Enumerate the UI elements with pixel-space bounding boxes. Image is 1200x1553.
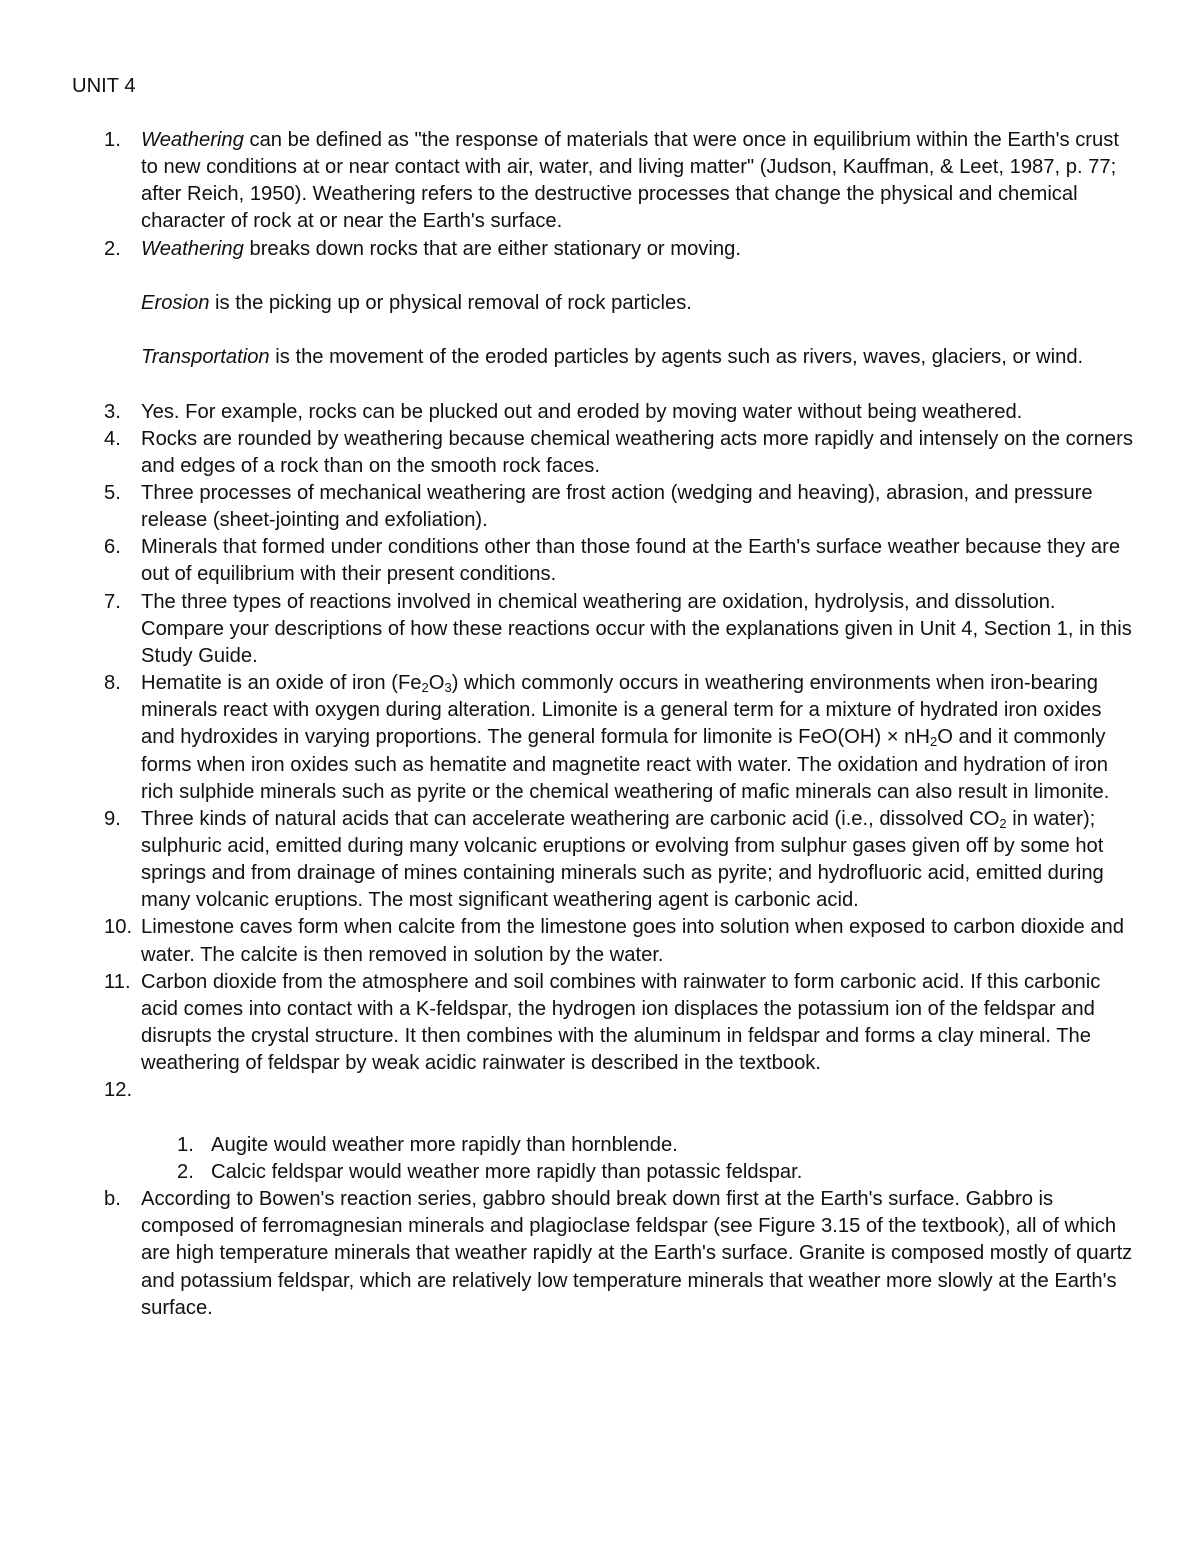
answer-list	[0, 127, 1200, 1322]
item-number: 3.	[104, 400, 121, 423]
item-number: 5.	[104, 481, 121, 504]
list-item	[0, 534, 1136, 588]
paragraph-text: is the movement of the eroded particles by agents such as rivers, waves, glaciers, or wind.	[269, 346, 1084, 369]
item-text: Carbon dioxide from the atmosphere and soil combines with rainwater to form carbonic acid. If this carbonic acid comes into contact with a K-feldspar, the hydrogen ion displaces the potassium ion of the feldspar and disrupts the crystal structure. It then combines with the aluminum in feldspar and forms a clay mineral. The weathering of feldspar by weak acidic rainwater is described in the textbook.	[141, 970, 1101, 1075]
list-item	[0, 969, 1136, 1078]
item-text: in water); sulphuric acid, emitted during many volcanic eruptions or evolving from sulphur gases given off by some hot springs and from drainage of mines containing minerals such as pyrite; and hydrofluoric acid, emitted during many volcanic eruptions. The most significant weathering agent is carbonic acid.	[141, 807, 1104, 912]
list-item	[0, 589, 1136, 670]
item-text: Hematite is an oxide of iron (Fe	[141, 672, 422, 695]
list-item	[0, 480, 1136, 534]
term: Transportation	[141, 346, 270, 369]
sub-item-number: 1.	[177, 1133, 194, 1156]
item-number: 9.	[104, 807, 121, 830]
sub-item-text: Calcic feldspar would weather more rapidly than potassic feldspar.	[211, 1160, 803, 1183]
item-text: Three processes of mechanical weathering are frost action (wedging and heaving), abrasion, and pressure release (sheet-jointing and exfoliation).	[141, 481, 1093, 532]
item-number: 10.	[104, 916, 133, 939]
list-item	[0, 1077, 1136, 1104]
subscript: 2	[999, 815, 1007, 831]
list-item	[0, 1186, 1136, 1322]
item-text: Rocks are rounded by weathering because chemical weathering acts more rapidly and intensely on the corners and edges of a rock than on the smooth rock faces.	[141, 427, 1133, 477]
item-text: breaks down rocks that are either stationary or moving.	[243, 237, 741, 260]
item-text: O	[428, 672, 445, 695]
item-text: According to Bowen's reaction series, gabbro should break down first at the Earth's surface. Gabbro is composed of ferromagnesian minerals and plagioclase feldspar (see Figure 3.15 of the textbook), all of which are high temperature minerals that weather rapidly at the Earth's surface. Granite is composed mostly of quartz and potassium feldspar, which are relatively low temperature minerals that weather more slowly at the Earth's surface.	[141, 1188, 1133, 1319]
item-number: 2.	[104, 237, 121, 260]
paragraph	[0, 290, 1136, 317]
list-item	[0, 670, 1136, 806]
sub-list-item	[0, 1132, 1136, 1159]
item-text: Three kinds of natural acids that can accelerate weathering are carbonic acid (i.e., dissolved CO	[141, 807, 1000, 830]
term: Weathering	[141, 237, 244, 260]
item-number: 7.	[104, 590, 121, 613]
item-text: Yes. For example, rocks can be plucked out and eroded by moving water without being weathered.	[141, 400, 1023, 423]
sub-list-item	[0, 1159, 1136, 1186]
list-item	[0, 127, 1136, 236]
item-text: O and it commonly forms when iron oxides such as hematite and magnetite react with water. The oxidation and hydration of iron rich sulphide minerals such as pyrite or the chemical weathering of mafic minerals can also result in limonite.	[141, 726, 1110, 803]
paragraph-text: is the picking up or physical removal of rock particles.	[209, 291, 692, 314]
term: Weathering	[141, 129, 244, 151]
item-number: 8.	[104, 672, 121, 695]
item-number: 12.	[104, 1079, 133, 1102]
item-number: 6.	[104, 536, 121, 559]
subscript: 3	[444, 680, 452, 696]
sub-item-text: Augite would weather more rapidly than hornblende.	[211, 1133, 678, 1156]
item-text: The three types of reactions involved in chemical weathering are oxidation, hydrolysis, and dissolution. Compare your descriptions of how these reactions occur with the explanations given in Unit 4, Section 1, in this Study Guide.	[141, 590, 1132, 667]
subscript: 2	[929, 734, 938, 750]
list-item	[0, 426, 1136, 480]
item-text: can be defined as "the response of materials that were once in equilibrium within the Earth's crust to new conditions at or near contact with air, water, and living matter" (Judson, Kauffman, & Leet, 1987, p. 77; after Reich, 1950). Weathering refers to the destructive processes that change the physical and chemical character of rock at or near the Earth's surface.	[141, 129, 1119, 233]
item-number: 11.	[104, 970, 131, 993]
item-text: Limestone caves form when calcite from the limestone goes into solution when exposed to carbon dioxide and water. The calcite is then removed in solution by the water.	[141, 916, 1125, 966]
term: Erosion	[141, 291, 210, 314]
sub-item-number: 2.	[177, 1160, 194, 1183]
item-number: 1.	[104, 129, 121, 151]
list-item	[0, 236, 1136, 263]
list-item	[0, 806, 1136, 915]
item-text: Minerals that formed under conditions other than those found at the Earth's surface weather because they are out of equilibrium with their present conditions.	[141, 536, 1121, 586]
page-title: UNIT 4	[72, 75, 136, 97]
item-number: 4.	[104, 427, 121, 450]
list-item	[0, 399, 1136, 426]
list-item	[0, 914, 1136, 968]
paragraph	[0, 344, 1136, 371]
item-number: b.	[104, 1188, 121, 1211]
subscript: 2	[421, 680, 429, 696]
item-text: ) which commonly occurs in weathering environments when iron-bearing minerals react with oxygen during alteration. Limonite is a general term for a mixture of hydrated iron oxides and hydroxides in varying proportions. The general formula for limonite is FeO(OH) × nH	[141, 672, 1102, 749]
